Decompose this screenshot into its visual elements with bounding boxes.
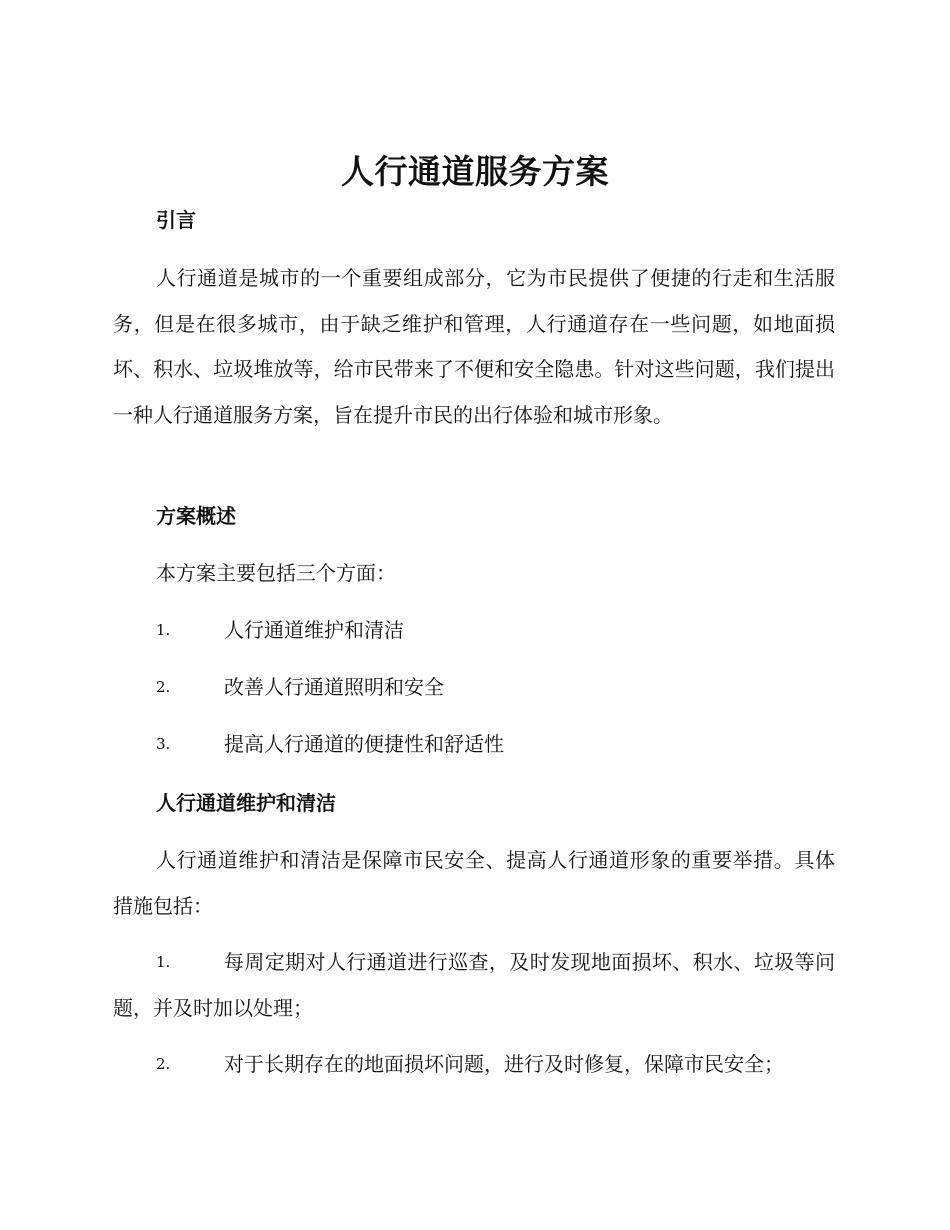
document-title: 人行通道服务方案 <box>341 152 609 191</box>
list-number: 2. <box>156 1055 171 1073</box>
list-text: 人行通道维护和清洁 <box>224 618 404 642</box>
list-text: 改善人行通道照明和安全 <box>224 675 444 699</box>
overview-list-item <box>156 729 836 759</box>
list-text: 每周定期对人行通道进行巡查，及时发现地面损坏、积水、垃圾等问题，并及时加以处理； <box>113 950 835 1020</box>
overview-list-item <box>156 672 836 702</box>
intro-paragraph: 人行通道是城市的一个重要组成部分，它为市民提供了便捷的行走和生活服务，但是在很多城市，由于缺乏维护和管理，人行通道存在一些问题，如地面损坏、积水、垃圾堆放等，给市民带来了不便和安全隐患。针对这些问题，我们提出一种人行通道服务方案，旨在提升市民的出行体验和城市形象。 <box>113 266 835 427</box>
maintenance-heading: 人行通道维护和清洁 <box>156 791 336 815</box>
maintenance-list-item <box>113 940 835 1031</box>
overview-list-item <box>156 615 836 645</box>
maintenance-paragraph: 人行通道维护和清洁是保障市民安全、提高人行通道形象的重要举措。具体措施包括： <box>113 848 835 918</box>
overview-heading: 方案概述 <box>156 504 236 528</box>
intro-heading: 引言 <box>156 208 196 232</box>
overview-lead: 本方案主要包括三个方面： <box>156 561 396 585</box>
list-number: 1. <box>156 621 171 639</box>
list-number: 2. <box>156 678 171 696</box>
list-number: 1. <box>156 953 171 971</box>
maintenance-list-item <box>113 1042 835 1088</box>
list-number: 3. <box>156 735 171 753</box>
list-text: 提高人行通道的便捷性和舒适性 <box>224 732 504 756</box>
list-text: 对于长期存在的地面损坏问题，进行及时修复，保障市民安全； <box>224 1052 784 1076</box>
